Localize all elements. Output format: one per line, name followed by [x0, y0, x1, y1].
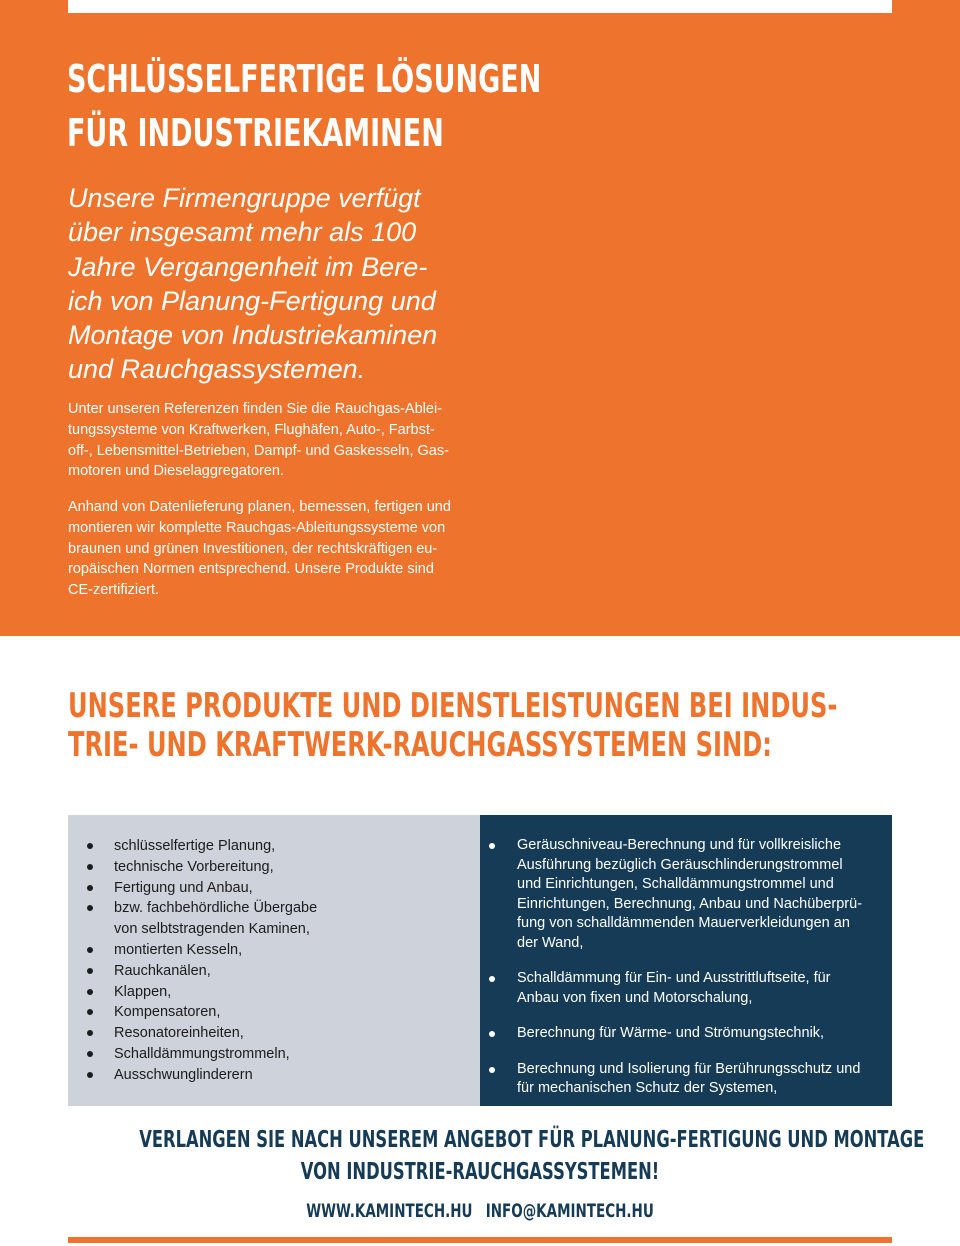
paragraph-line: ropäischen Normen entsprechend. Unsere Produkte sind	[68, 561, 434, 578]
list-item-line: für mechanischen Schutz der Systemen,	[517, 1080, 778, 1096]
paragraph-line: Anhand von Datenlieferung planen, bemessen, fertigen und	[68, 499, 451, 515]
list-item	[517, 1060, 889, 1099]
hero-lead-line: Unsere Firmengruppe verfügt	[68, 183, 421, 213]
list-item: Rauchkanälen,	[114, 961, 474, 982]
call-to-action	[0, 1124, 960, 1188]
list-item-line: Schalldämmung für Ein- und Ausstrittluftseite, für	[517, 970, 831, 986]
services-heading-line: TRIE- UND KRAFTWERK-RAUCHGASSYSTEMEN SIND:	[68, 725, 772, 765]
services-heading	[68, 687, 920, 765]
paragraph-line: braunen und grünen Investitionen, der rechtskräftigen eu-	[68, 540, 438, 557]
paragraph-line: CE-zertifiziert.	[68, 582, 160, 599]
hero-title-line: FÜR INDUSTRIEKAMINEN	[67, 111, 444, 155]
paragraph-line: Unter unseren Referenzen finden Sie die Rauchgas-Ablei-	[68, 401, 442, 417]
cta-line: VERLANGEN SIE NACH UNSEREM ANGEBOT FÜR PLANUNG-FERTIGUNG UND MONTAGE	[139, 1127, 925, 1153]
list-item	[517, 836, 889, 953]
list-item-line: Berechnung für Wärme- und Strömungstechnik,	[517, 1025, 825, 1041]
paragraph-line: off-, Lebensmittel-Betrieben, Dampf- und Gaskesseln, Gas-	[68, 442, 449, 459]
list-item: montierten Kesseln,	[114, 940, 474, 961]
list-item-line: Anbau von fixen und Motorschalung,	[517, 989, 753, 1006]
paragraph-line: motoren und Dieselaggregatoren.	[68, 463, 285, 480]
list-item-line: Einrichtungen, Berechnung, Anbau und Nachüberprü-	[517, 895, 863, 912]
list-item: Fertigung und Anbau,	[114, 878, 474, 899]
hero-title	[67, 52, 649, 160]
references-paragraph	[68, 399, 488, 482]
list-item-line: Berechnung und Isolierung für Berührungsschutz und	[517, 1060, 861, 1077]
list-item: Klappen,	[114, 982, 474, 1003]
bottom-accent-bar	[68, 1237, 892, 1243]
list-item-line: Geräuschniveau-Berechnung und für vollkreisliche	[517, 837, 842, 853]
paragraph-line: montieren wir komplette Rauchgas-Ableitungssysteme von	[68, 519, 446, 536]
list-item: Ausschwunglinderern	[114, 1065, 474, 1086]
cta-line: VON INDUSTRIE-RAUCHGASSYSTEMEN!	[300, 1159, 660, 1185]
hero-lead-text	[68, 181, 488, 387]
list-item-line: Ausführung bezüglich Geräuschlinderungstrommel	[517, 856, 843, 873]
hero-title-line: SCHLÜSSELFERTIGE LÖSUNGEN	[67, 57, 542, 101]
list-item: Schalldämmungstrommeln,	[114, 1044, 474, 1065]
contact-line	[139, 1197, 821, 1225]
services-heading-line: UNSERE PRODUKTE UND DIENSTLEISTUNGEN BEI INDUS-	[68, 686, 838, 726]
hero-lead-line: Montage von Industriekaminen	[68, 320, 438, 351]
top-white-strip	[68, 0, 892, 13]
list-item: Resonatoreinheiten,	[114, 1023, 474, 1044]
email-link[interactable]: INFO@KAMINTECH.HU	[485, 1200, 654, 1222]
paragraph-line: tungssysteme von Kraftwerken, Flughäfen, Auto-, Farbst-	[68, 421, 435, 438]
list-item	[517, 1024, 889, 1044]
list-item: Kompensatoren,	[114, 1002, 474, 1023]
hero-lead-line: über insgesamt mehr als 100	[68, 217, 417, 248]
planning-paragraph	[68, 497, 488, 601]
services-list	[517, 836, 889, 1099]
list-item-continuation: von selbtstragenden Kaminen,	[114, 921, 310, 938]
hero-lead-line: Jahre Vergangenheit im Bere-	[68, 251, 428, 282]
list-item-line: und Einrichtungen, Schalldämmungstrommel und	[517, 876, 834, 892]
products-list	[114, 836, 474, 1086]
list-item-line: fung von schalldämmenden Mauerverkleidungen an	[517, 915, 850, 931]
list-item: technische Vorbereitung,	[114, 857, 474, 878]
list-item-line: der Wand,	[517, 934, 584, 951]
hero-lead-line: und Rauchgassystemen.	[68, 354, 366, 385]
list-item	[517, 969, 889, 1008]
list-item: bzw. fachbehördliche Übergabe	[114, 898, 474, 919]
list-item: schlüsselfertige Planung,	[114, 836, 474, 857]
website-link[interactable]: WWW.KAMINTECH.HU	[306, 1200, 473, 1222]
hero-lead-line: ich von Planung-Fertigung und	[68, 285, 436, 316]
